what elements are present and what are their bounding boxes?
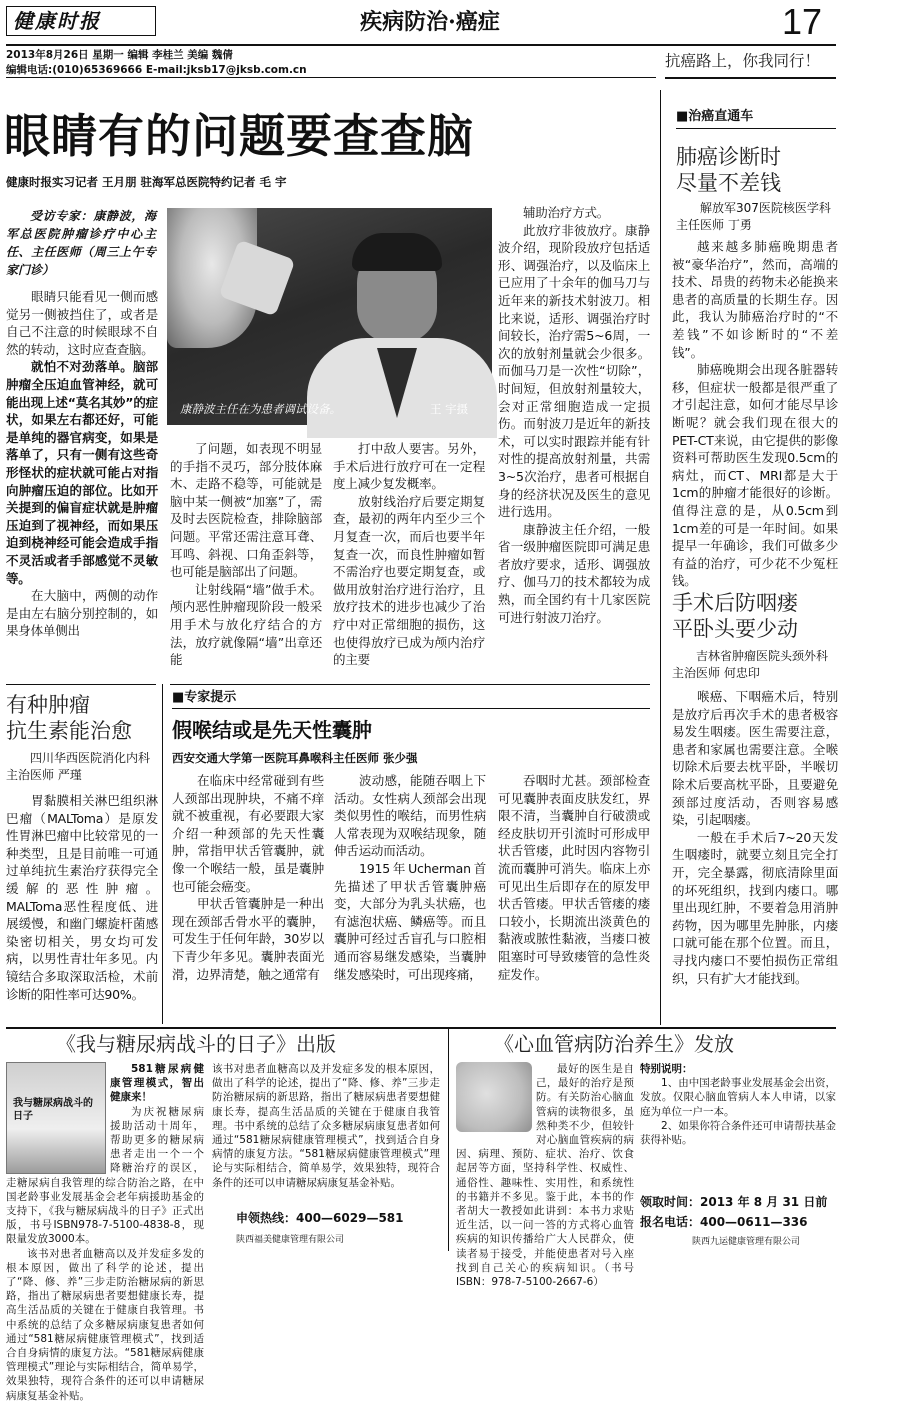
expert-tip-col-3 bbox=[498, 772, 650, 1022]
left-lower-rule bbox=[162, 684, 163, 1024]
paragraph: 一般在手术后7~20天发生咽瘘时，就要立刻且完全打开，完全暴露，彻底清除里面的坏死组织，找到内瘘口。哪里出现红肿，不要着急用消肿药物，因为哪里先肿胀，内瘘口就可能在那个位置。而且，寻找内瘘口不要怕损伤正常组织，只有扩大才能找到。 bbox=[672, 829, 838, 986]
main-col-4 bbox=[498, 204, 650, 680]
doctor-photo bbox=[167, 208, 492, 425]
expert-intro: 受访专家：康静波，海军总医院肿瘤诊疗中心主任、主任医师（周三上午专家门诊） bbox=[6, 209, 156, 277]
left-lower-title-1: 有种肿瘤 bbox=[6, 693, 90, 717]
middle-rule bbox=[6, 684, 156, 685]
main-col-3 bbox=[333, 440, 485, 680]
ad-right-text-block bbox=[456, 1062, 634, 1289]
paragraph: 肺癌晚期会出现各脏器转移，但症状一般都是很严重了才引起注意，如何才能尽早诊断呢？就会我们现在很大的PET-CT来说，由它提供的影像资料可帮助医生发现0.5cm的病灶，而CT、MRI都是大于1cm的肿瘤才能很好的诊断。值得注意的是，从0.5cm到1cm差的可是一年时间。如果提早一年确诊，我们可做多少有益的治疗，可少花不少冤枉钱。 bbox=[672, 362, 838, 589]
ad-right-text-1: 最好的医生是自己，最好的治疗是预防。有关防治心脑血管病的读物很多，虽然种类不少，但较针对心脑血管疾病的病因、病理、预防、症状、治疗、饮食起居等方面，坚持科学性、权威性、通俗性、趣味性、实用性，和系统性的书籍并不多见。鉴于此，本书的作者胡大一教授如此讲到：本书力求贴近生活，以一问一答的方式将心血管疾病的知识传播给广大人民群众，使读者易于接受，并能使患者对号入座找到自己关心的疾病知识。（书号ISBN：978-7-5100-2667-6） bbox=[456, 1063, 634, 1289]
paragraph: 辅助治疗方式。 bbox=[523, 205, 610, 220]
main-col-2 bbox=[170, 440, 322, 680]
paragraph: 喉癌、下咽癌术后，特别是放疗后再次手术的患者极容易发生咽瘘。医生需要注意，患者和家属也需要注意。全喉切除术后要去枕平卧，半喉切除术后要高枕平卧，且要避免颈部过度活动，否则容易感染，引起咽瘘。 bbox=[672, 689, 838, 828]
right-label-rule bbox=[676, 128, 836, 129]
ad-right-item-1: 1、由中国老龄事业发展基金会出资，发放。仅限心脑血管病人本人申请，以家庭为单位一户一本。 bbox=[640, 1077, 836, 1118]
right-article2-title-1: 手术后防咽瘘 bbox=[672, 591, 798, 615]
expert-tip-rule bbox=[172, 708, 650, 709]
column-rule bbox=[660, 90, 661, 1025]
photo-credit: 王 宇摄 bbox=[430, 402, 469, 416]
left-lower-author: 四川华西医院消化内科主治医师 严瑾 bbox=[6, 751, 151, 782]
slogan: 抗癌路上，你我同行！ bbox=[665, 52, 821, 70]
ad-right-time: 领取时间：2013 年 8 月 31 日前 bbox=[640, 1195, 828, 1209]
paragraph: 在临床中经常碰到有些人颈部出现肿块，不痛不痒就不被重视，有必要跟大家介绍一种颈部的先天性囊肿，常指甲状舌管囊肿，就像一个喉结一般，虽是囊肿也可能会癌变。 bbox=[172, 773, 324, 894]
contact-line: 编辑电话:(010)65369666 E-mail:jksb17@jksb.com.cn bbox=[6, 64, 307, 76]
main-article-title: 眼睛有的问题要查查脑 bbox=[4, 109, 474, 163]
expert-tip-title: 假喉结或是先天性囊肿 bbox=[172, 718, 372, 742]
middle-rule-2 bbox=[170, 684, 650, 685]
paragraph: 1915年Ucherman首先描述了甲状舌管囊肿癌变，大部分为乳头状癌，也有滤泡状癌、鳞癌等。而且囊肿可经过舌盲孔与口腔相通而容易继发感染，当囊肿继发感染时，可出现疼痛， bbox=[334, 860, 486, 982]
paragraph: 康静波主任介绍，一般省一级肿瘤医院即可满足患者放疗要求，适形、调强放疗、伽马刀的技术都较为成熟，而全国约有十几家医院可进行射波刀治疗。 bbox=[498, 521, 650, 625]
ad-left-footer: 陕西福美健康管理有限公司 bbox=[236, 1235, 345, 1245]
paragraph: 越来越多肺癌晚期患者被“豪华治疗”，然而，高端的技术、昂贵的药物未必能换来患者的高质量的长期生存。因此，我认为肺癌治疗时的“不差钱”不如诊断时的“不差钱”。 bbox=[672, 239, 838, 360]
right-article2-title-2: 平卧头要少动 bbox=[672, 617, 798, 641]
paragraph: 打中敌人要害。另外，手术后进行放疗可在一定程度上减少复发概率。 bbox=[333, 441, 485, 492]
left-lower-title-2: 抗生素能治愈 bbox=[6, 719, 132, 743]
masthead-rule-2 bbox=[6, 77, 656, 78]
ad-right-title: 《心血管病防治养生》发放 bbox=[494, 1032, 734, 1056]
book-cover-title: 我与糖尿病战斗的日子 bbox=[13, 1098, 93, 1122]
paragraph: 吞咽时尤甚。颈部检查可见囊肿表面皮肤发红，界限不清，当囊肿自行破溃或经皮肤切开引流时可形成甲状舌管瘘，此时因内容物引流而囊肿可消失。临床上亦可见出生后即存在的原发甲状舌管瘘。甲状舌管瘘的瘘口较小，长期流出淡黄色的黏液或脓性黏液，当瘘口被阻塞时可导致瘘管的急性炎症发作。 bbox=[498, 773, 650, 982]
masthead-rule-3 bbox=[665, 77, 836, 79]
ad-right-item-2: 2、如果你符合条件还可申请帮扶基金获得补贴。 bbox=[640, 1119, 836, 1147]
ad-right-special: 特别说明： bbox=[640, 1063, 693, 1075]
paragraph: 胃黏膜相关淋巴组织淋巴瘤（MALToma）是原发性胃淋巴瘤中比较常见的一种类型，且是目前唯一可通过单纯抗生素治疗获得完全缓解的恶性肿瘤。MALToma恶性程度低、进展缓慢，和幽门螺旋杆菌感染密切相关，男女均可发病，以男性青壮年多见。内镜结合多取深取活检，术前诊断的阳性率可达90%。 bbox=[6, 793, 158, 1002]
page-number: 17 bbox=[782, 1, 823, 42]
ad-right-text-block-2 bbox=[640, 1062, 836, 1192]
expert-tip-col-2 bbox=[334, 772, 486, 1022]
paragraph: 在大脑中，两侧的动作是由左右脑分别控制的，如果身体单侧出 bbox=[6, 588, 158, 639]
paragraph: 放射线治疗后要定期复查，最初的两年内至少三个月复查一次，而后也要半年复查一次，而良性肿瘤如暂不需治疗也要定期复查，或做用放射治疗进行治疗，且放疗技术的进步也减少了治疗中对正常细胞的损伤，这也使得放疗已成为颅内治疗的主要 bbox=[333, 493, 485, 668]
main-article-byline: 健康时报实习记者 王月朋 驻海军总医院特约记者 毛 宇 bbox=[6, 175, 287, 189]
right-section-label: ■治癌直通车 bbox=[676, 109, 754, 124]
paragraph: 甲状舌管囊肿是一种出现在颈部舌骨水平的囊肿，可发生于任何年龄，30岁以下青少年多见。囊肿表面光滑，边界清楚，触之通常有 bbox=[172, 896, 324, 982]
right-article1-body bbox=[672, 238, 838, 589]
paragraph: 让射线隔“墙”做手术。颅内恶性肿瘤现阶段一般采用手术与放化疗结合的方法，放疗就像隔“墙”出章还能 bbox=[170, 581, 322, 668]
section-title: 疾病防治·癌症 bbox=[360, 9, 500, 35]
paragraph: 就怕不对劲落单。脑部肿瘤全压迫血管神经，就可能出现上述“莫名其妙”的症状，如果左右都还好，可能是单纯的器官病变，如果是落单了，只有一侧有这些奇形怪状的症状就可能占对指向肿瘤压迫的部位。比如开关提到的偏盲症状就是肿瘤压迫到了视神经，而如果压迫到桡神经可能会造成手指不灵活或者手部感觉不灵敏等。 bbox=[6, 359, 158, 586]
paragraph: 眼睛只能看见一侧而感觉另一侧被挡住了，或者是自己不注意的时候眼球不自然的转动，这时应查查脑。 bbox=[6, 289, 158, 357]
paragraph: 了问题，如表现不明显的手指不灵巧，部分肢体麻木、走路不稳等，可能就是脑中某一侧被“加塞”了，需及时去医院检查，排除脑部问题。平常还需注意耳聋、耳鸣、斜视、口角歪斜等，也可能是脑部出了问题。 bbox=[170, 441, 322, 580]
masthead-rule bbox=[6, 44, 836, 46]
ad-right-footer: 陕西九运健康管理有限公司 bbox=[692, 1237, 801, 1247]
date-line: 2013年8月26日 星期一 编辑 李桂兰 美编 魏倩 bbox=[6, 49, 233, 61]
ad-left-hotline: 申领热线：400—6029—581 bbox=[236, 1211, 404, 1225]
bottom-rule bbox=[6, 1027, 836, 1029]
ad-left-text-block-2 bbox=[212, 1062, 440, 1212]
ad-left-title: 《我与糖尿病战斗的日子》出版 bbox=[56, 1032, 336, 1056]
right-article2-body bbox=[672, 688, 838, 1023]
right-article1-title-2: 尽量不差钱 bbox=[676, 171, 781, 195]
left-lower-body bbox=[6, 792, 158, 1020]
expert-tip-author: 西安交通大学第一医院耳鼻喉科主任医师 张少强 bbox=[172, 751, 418, 765]
photo-caption: 康静波主任在为患者调试设备。 bbox=[180, 402, 341, 416]
ad-left-text-block bbox=[6, 1062, 204, 1402]
ad-left-text-1: 581糖尿病健康管理模式，智出健康来！ bbox=[110, 1063, 204, 1104]
main-col-1 bbox=[6, 288, 158, 680]
right-article2-author: 吉林省肿瘤医院头颈外科主治医师 何忠印 bbox=[672, 649, 829, 680]
ad-left-text-3-cont: 该书对患者血糖高以及并发症多发的根本原因，做出了科学的论述，提出了“降、修、养”三步走防治糖尿病的新思路，指出了糖尿病患者要想健康长寿，提高生活品质的关键在于健康自我管理。书中系统的总结了众多糖尿病康复患者如何通过“581糖尿病健康管理模式”，找到适合自身病情的康复方法。“581糖尿病健康管理模式”理论与实际相结合，简单易学，效果独特，现符合条件的还可以申请糖尿病康复基金补贴。 bbox=[212, 1063, 440, 1189]
right-article1-author: 解放军307医院核医学科主任医师 丁勇 bbox=[676, 201, 831, 232]
masthead-logo: 健康时报 bbox=[6, 6, 156, 36]
ad-right-phone: 报名电话：400—0611—336 bbox=[640, 1215, 808, 1229]
ad-left-text-3: 该书对患者血糖高以及并发症多发的根本原因，做出了科学的论述，提出了“降、修、养”三步走防治糖尿病的新思路，指出了糖尿病患者要想健康长寿，提高生活品质的关键在于健康自我管理。书中系统的总结了众多糖尿病康复患者如何通过“581糖尿病健康管理模式”，找到适合自身病情的康复方法。“581糖尿病健康管理模式”理论与实际相结合，简单易学，效果独特，现符合条件的还可以申请糖尿病康复基金补贴。 bbox=[6, 1247, 204, 1402]
bottom-divider bbox=[448, 1029, 449, 1251]
right-article1-title-1: 肺癌诊断时 bbox=[676, 145, 781, 169]
paragraph: 此放疗非彼放疗。康静波介绍，现阶段放疗包括适形、调强治疗，以及临床上已应用了十余年的伽马刀与近年来的新技术射波刀。相比来说，适形、调强治疗时间较长，治疗需5~6周，一次的放射剂量就会少很多。而伽马刀是一次性“切除”，时间短，但放射剂量较大，会对正常细胞造成一定损伤。而射波刀是近年的新技术，可以实时跟踪并能有针对性的提高放射剂量，共需3~5次治疗，患者可根据自身的经济状况及医生的意见进行选用。 bbox=[498, 222, 650, 520]
ad-left-text-2: 为庆祝糖尿病援助活动十周年，帮助更多的糖尿病患者走出一个一个降糖治疗的误区，走糖尿病自我管理的综合防治之路，在中国老龄事业发展基金会老年病援助基金的支持下，《我与糖尿病战斗的日子》正式出版，书号ISBN978-7-5100-4838-8，现限量发放3000本。 bbox=[6, 1105, 204, 1246]
expert-tip-col-1 bbox=[172, 772, 324, 1022]
paragraph: 波动感，能随吞咽上下活动。女性病人颈部会出现类似男性的喉结，而男性病人常表现为双喉结现象，随伸舌运动而活动。 bbox=[334, 773, 486, 859]
expert-tip-label: ■专家提示 bbox=[172, 690, 237, 705]
